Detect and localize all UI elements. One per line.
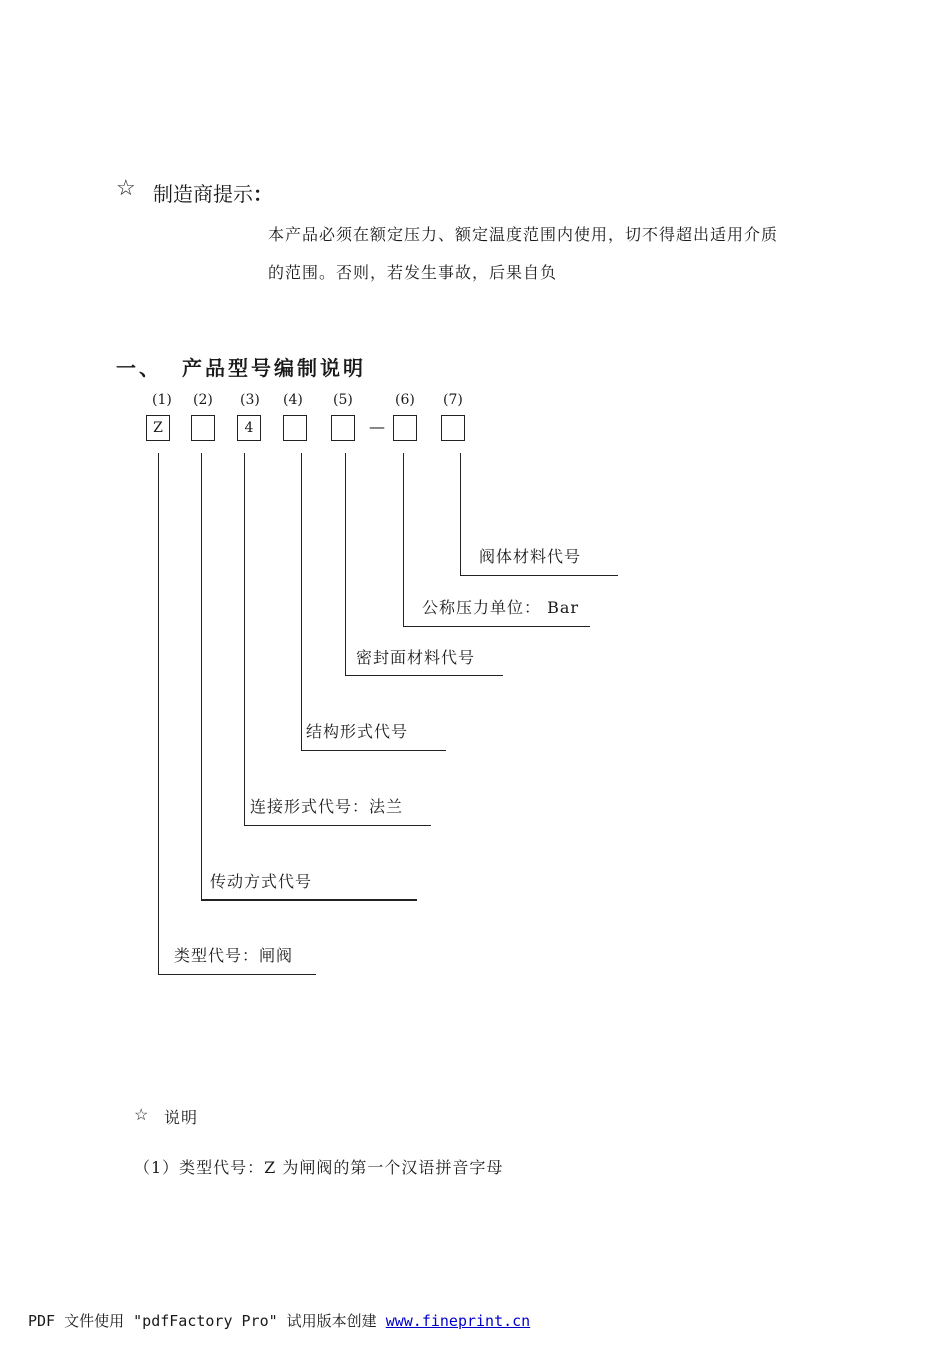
code-box-type: Z	[146, 415, 170, 441]
leader-underline-5	[345, 675, 503, 676]
label-connection: 连接形式代号：法兰	[250, 797, 404, 816]
leader-line-4	[301, 453, 302, 750]
position-number: (7)	[443, 392, 463, 408]
position-number: (2)	[193, 392, 213, 408]
star-icon: ☆	[116, 176, 136, 201]
label-type: 类型代号：闸阀	[174, 946, 294, 965]
position-number: (4)	[283, 392, 303, 408]
position-number: (5)	[333, 392, 353, 408]
label-structure: 结构形式代号	[306, 722, 409, 741]
leader-underline-6	[403, 626, 590, 627]
section-number: 一、	[116, 356, 162, 380]
leader-line-2	[201, 453, 202, 900]
code-box-structure	[283, 415, 307, 441]
code-box-body-material	[441, 415, 465, 441]
code-box-seal	[331, 415, 355, 441]
footer-text: PDF 文件使用 "pdfFactory Pro" 试用版本创建	[28, 1312, 377, 1330]
leader-line-1	[158, 453, 159, 975]
leader-underline-1	[158, 974, 316, 975]
position-number: (1)	[152, 392, 172, 408]
label-pressure-unit: 公称压力单位： Bar	[422, 598, 580, 617]
explanation-title: 说明	[164, 1108, 199, 1127]
manufacturer-notice-title: 制造商提示：	[153, 182, 273, 206]
footer-link[interactable]: www.fineprint.cn	[385, 1312, 531, 1330]
label-body-material: 阀体材料代号	[479, 547, 582, 566]
leader-line-3	[244, 453, 245, 825]
code-box-drive	[191, 415, 215, 441]
explanation-item-1: （1）类型代号：Z 为闸阀的第一个汉语拼音字母	[134, 1158, 504, 1177]
position-number: (6)	[395, 392, 415, 408]
notice-line-2: 的范围。否则，若发生事故，后果自负	[268, 263, 558, 282]
code-box-connection: 4	[237, 415, 261, 441]
leader-line-5	[345, 453, 346, 675]
section-title: 产品型号编制说明	[182, 356, 366, 380]
star-icon: ☆	[134, 1105, 150, 1124]
leader-underline-7	[460, 575, 618, 576]
leader-underline-2	[201, 899, 417, 901]
leader-underline-4	[301, 750, 446, 751]
label-drive: 传动方式代号	[210, 872, 313, 891]
leader-line-6	[403, 453, 404, 626]
code-separator: —	[369, 417, 385, 436]
leader-line-7	[460, 453, 461, 575]
label-seal-material: 密封面材料代号	[356, 648, 476, 667]
pdf-footer	[28, 1310, 530, 1331]
position-number: (3)	[240, 392, 260, 408]
code-box-pressure	[393, 415, 417, 441]
notice-line-1: 本产品必须在额定压力、额定温度范围内使用，切不得超出适用介质	[268, 225, 779, 244]
leader-underline-3	[244, 825, 431, 826]
